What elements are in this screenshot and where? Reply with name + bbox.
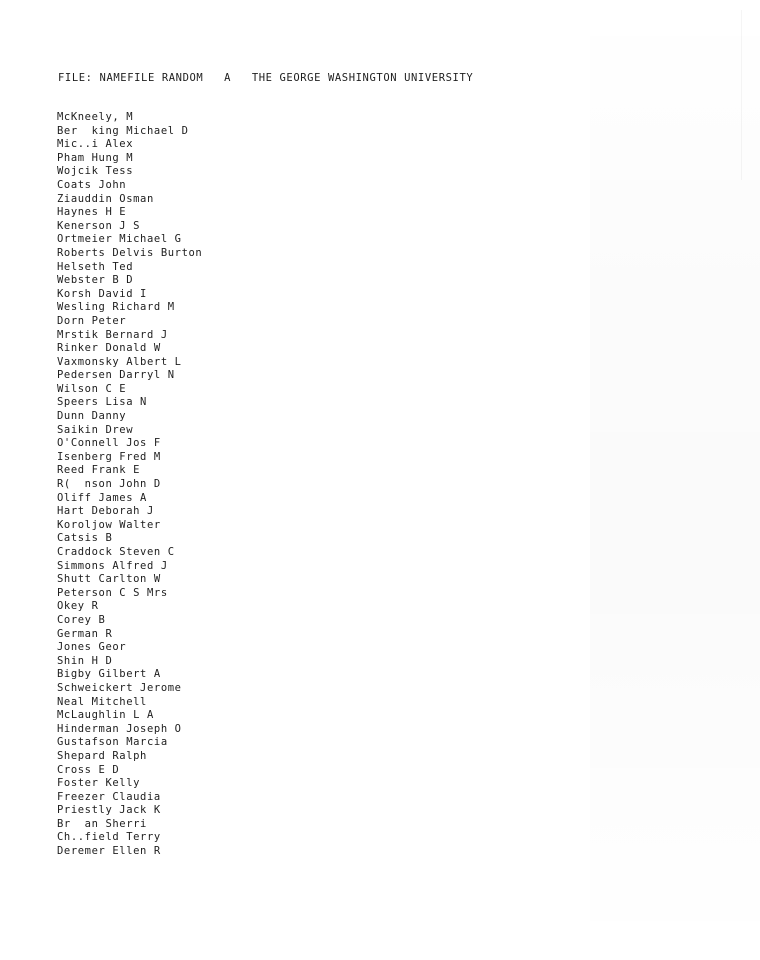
name-entry: Coats John [57, 178, 127, 191]
name-entry: Oliff James A [57, 491, 147, 504]
document-header [58, 71, 473, 85]
name-entry: Webster B D [57, 274, 134, 287]
name-entry: Ziauddin Osman [57, 192, 154, 205]
name-entry: Schweickert Jerome [57, 681, 182, 694]
name-entry: R( nson John D [57, 478, 161, 491]
name-entry: Freezer Claudia [57, 790, 161, 803]
name-entry: Simmons Alfred J [57, 559, 168, 572]
name-entry: Koroljow Walter [57, 518, 161, 531]
name-entry: Foster Kelly [57, 777, 141, 790]
scan-bleed-through [590, 0, 760, 960]
name-entry: Okey R [57, 600, 99, 613]
name-entry: Wilson C E [57, 382, 127, 395]
file-label: FILE: NAMEFILE RANDOM [58, 72, 204, 84]
name-entry: Gustafson Marcia [57, 736, 168, 749]
name-entry: Ch..field Terry [57, 831, 161, 844]
name-entry: Korsh David I [57, 287, 147, 300]
name-entry: Speers Lisa N [57, 396, 147, 409]
name-entry: McLaughlin L A [57, 709, 154, 722]
name-entry: Haynes H E [57, 206, 127, 219]
name-entry: McKneely, M [57, 111, 134, 123]
name-entry: Craddock Steven C [57, 546, 175, 558]
name-entry: Dorn Peter [57, 314, 127, 327]
name-list [57, 111, 202, 859]
name-entry: Hart Deborah J [57, 505, 154, 518]
name-entry: Ortmeier Michael G [57, 233, 182, 246]
name-entry: Deremer Ellen R [57, 845, 161, 858]
name-entry: Wesling Richard M [57, 301, 175, 314]
name-entry: Shin H D [57, 654, 113, 667]
name-entry: Pham Hung M [57, 151, 134, 164]
name-entry: Hinderman Joseph O [57, 722, 182, 735]
name-entry: Mrstik Bernard J [57, 328, 168, 341]
name-entry: Wojcik Tess [57, 165, 134, 178]
name-entry: Peterson C S Mrs [57, 586, 168, 599]
name-entry: Br an Sherri [57, 817, 147, 830]
name-entry: Dunn Danny [57, 410, 127, 423]
name-entry: German R [57, 627, 113, 640]
name-entry: Saikin Drew [57, 423, 134, 436]
name-entry: Isenberg Fred M [57, 450, 161, 463]
name-entry: Corey B [57, 613, 106, 626]
name-entry: O'Connell Jos F [57, 437, 161, 450]
section-letter: A [224, 72, 232, 84]
name-entry: Rinker Donald W [57, 342, 161, 355]
name-entry: Helseth Ted [57, 260, 134, 273]
name-entry: Pedersen Darryl N [57, 369, 175, 382]
name-entry: Roberts Delvis Burton [57, 246, 203, 259]
name-entry: Catsis B [57, 532, 113, 545]
name-entry: Shepard Ralph [57, 749, 147, 762]
name-entry: Shutt Carlton W [57, 573, 161, 586]
name-entry: Ber king Michael D [57, 124, 189, 137]
name-entry: Mic..i Alex [57, 138, 134, 151]
institution-name: THE GEORGE WASHINGTON UNIVERSITY [251, 72, 474, 84]
name-entry: Cross E D [57, 763, 120, 776]
name-entry: Jones Geor [57, 641, 127, 654]
name-entry: Priestly Jack K [57, 804, 161, 817]
name-entry: Kenerson J S [57, 219, 141, 232]
name-entry: Bigby Gilbert A [57, 668, 161, 681]
scan-edge-mark [741, 10, 742, 180]
name-entry: Neal Mitchell [57, 695, 147, 708]
name-entry: Vaxmonsky Albert L [57, 355, 182, 368]
name-entry: Reed Frank E [57, 464, 141, 477]
